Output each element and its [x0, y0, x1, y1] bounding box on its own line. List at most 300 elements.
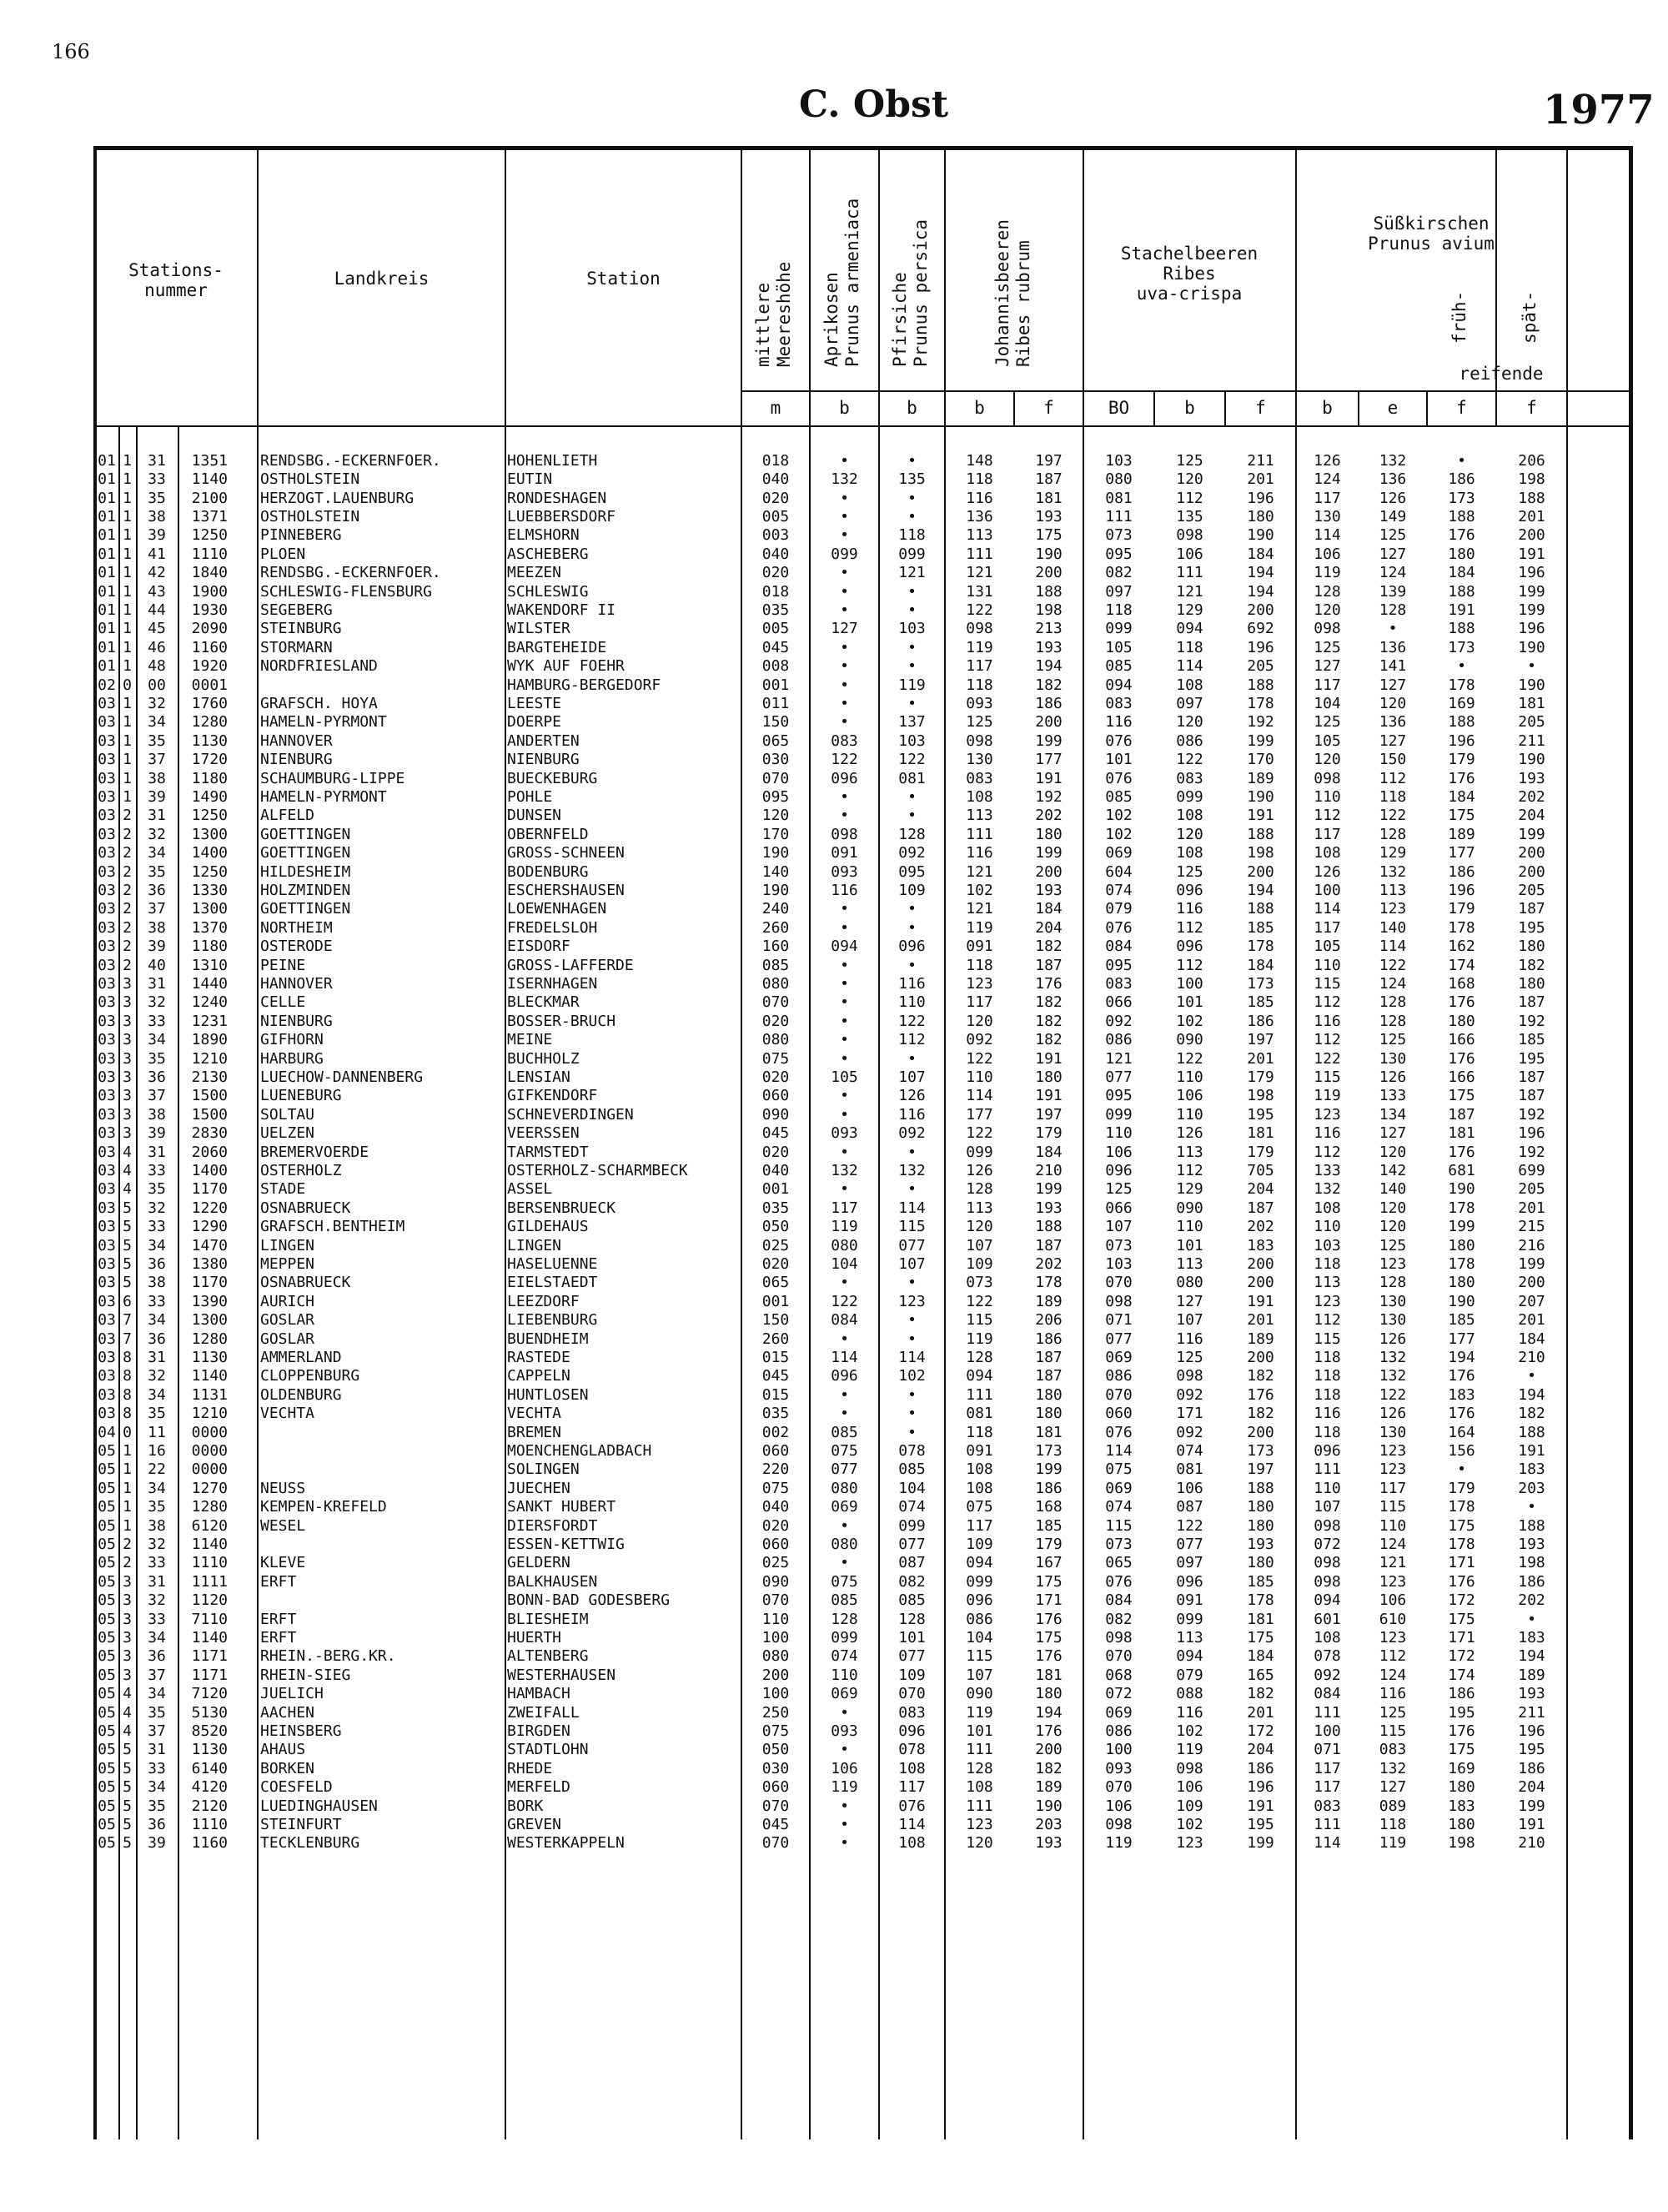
cell-landkreis: NORTHEIM	[260, 919, 333, 937]
cell-hoehe: 070	[761, 1797, 790, 1815]
cell-stach-f: 188	[1247, 676, 1274, 694]
cell-pfirsiche: 092	[898, 844, 926, 862]
cell-area: 31	[148, 1573, 166, 1591]
cell-hoehe: 020	[761, 564, 790, 582]
cell-area: 34	[148, 1685, 166, 1703]
cell-district: 4	[123, 1180, 132, 1199]
cell-station: BUECKEBURG	[507, 769, 598, 787]
cell-suess-b: 112	[1314, 807, 1341, 825]
cell-land: 03	[98, 1236, 116, 1254]
cell-district: 1	[123, 1460, 132, 1479]
cell-station-no: 1390	[191, 1293, 228, 1310]
cell-hoehe: 100	[761, 1628, 790, 1646]
cell-area: 38	[148, 507, 166, 525]
cell-stach-b: 108	[1176, 807, 1203, 825]
cell-suess-e: 132	[1379, 452, 1407, 470]
cell-joh-b: 118	[966, 956, 993, 974]
cell-district: 1	[123, 639, 132, 656]
table-row	[0, 1554, 1668, 1572]
cell-aprikosen: •	[840, 582, 849, 601]
cell-hoehe: 160	[761, 938, 790, 956]
cell-joh-f: 175	[1035, 526, 1063, 545]
cell-stach-f: 180	[1247, 1554, 1274, 1572]
cell-station: BORK	[507, 1797, 544, 1815]
cell-spaet-f: 200	[1518, 1274, 1545, 1292]
cell-station: VECHTA	[507, 1405, 562, 1423]
cell-station: ASCHEBERG	[507, 545, 589, 563]
cell-landkreis: GOETTINGEN	[260, 826, 351, 843]
cell-aprikosen: •	[840, 1797, 849, 1815]
cell-stach-bo: 102	[1105, 807, 1133, 825]
cell-land: 03	[98, 938, 116, 956]
cell-district: 6	[123, 1293, 132, 1310]
cell-aprikosen: •	[840, 639, 849, 656]
cell-joh-b: 121	[966, 564, 993, 582]
cell-district: 4	[123, 1703, 132, 1722]
cell-station-no: 1370	[191, 919, 228, 937]
cell-suess-b: 118	[1314, 1367, 1341, 1385]
table-row	[0, 564, 1668, 582]
cell-pfirsiche: 077	[898, 1647, 926, 1666]
cell-stach-bo: 099	[1105, 620, 1133, 638]
cell-district: 2	[123, 1535, 132, 1553]
cell-joh-f: 181	[1035, 1667, 1063, 1684]
cell-stach-b: 106	[1176, 1778, 1203, 1797]
cell-area: 33	[148, 1013, 166, 1030]
cell-pfirsiche: •	[907, 787, 917, 806]
cell-joh-b: 116	[966, 844, 993, 862]
cell-joh-b: 094	[966, 1554, 993, 1572]
cell-pfirsiche: 103	[898, 732, 926, 750]
cell-stach-f: 198	[1247, 844, 1274, 862]
header-suesskirschen: Süßkirschen Prunus avium	[1368, 214, 1495, 254]
cell-suess-e: 124	[1379, 1535, 1407, 1553]
cell-joh-f: 177	[1035, 751, 1063, 769]
cell-joh-b: 136	[966, 507, 993, 525]
cell-joh-b: 118	[966, 470, 993, 489]
cell-stach-b: 120	[1176, 713, 1203, 731]
cell-joh-f: 199	[1035, 844, 1063, 862]
cell-land: 03	[98, 900, 116, 918]
row-group	[0, 1293, 1668, 1386]
cell-joh-b: 123	[966, 974, 993, 993]
cell-station-no: 1890	[191, 1031, 228, 1049]
cell-stach-f: 181	[1247, 1610, 1274, 1628]
cell-suess-b: 112	[1314, 1031, 1341, 1049]
cell-spaet-f: 190	[1518, 639, 1545, 656]
cell-aprikosen: •	[840, 601, 849, 619]
cell-district: 4	[123, 1685, 132, 1703]
cell-land: 03	[98, 1161, 116, 1179]
cell-hoehe: 065	[761, 732, 790, 750]
cell-station: MEINE	[507, 1031, 553, 1049]
cell-spaet-f: 195	[1518, 919, 1545, 937]
cell-aprikosen: 085	[831, 1591, 858, 1610]
cell-frueh-f: 186	[1448, 1685, 1475, 1703]
cell-stach-bo: 066	[1105, 1199, 1133, 1217]
cell-pfirsiche: •	[907, 1180, 917, 1199]
cell-joh-b: 119	[966, 639, 993, 656]
cell-suess-b: 100	[1314, 1722, 1341, 1740]
cell-stach-f: 184	[1247, 956, 1274, 974]
cell-station: LENSIAN	[507, 1068, 570, 1086]
row-group	[0, 452, 1668, 545]
cell-aprikosen: •	[840, 1516, 849, 1535]
cell-land: 03	[98, 1031, 116, 1049]
cell-land: 03	[98, 1293, 116, 1310]
cell-stach-bo: 083	[1105, 974, 1133, 993]
cell-aprikosen: 099	[831, 1628, 858, 1646]
cell-stach-b: 107	[1176, 1311, 1203, 1330]
cell-suess-b: 130	[1314, 507, 1341, 525]
row-group	[0, 919, 1668, 1013]
cell-station-no: 1160	[191, 639, 228, 656]
cell-area: 16	[148, 1441, 166, 1460]
table-row	[0, 1050, 1668, 1068]
cell-aprikosen: •	[840, 1330, 849, 1348]
cell-spaet-f: 202	[1518, 1591, 1545, 1610]
cell-land: 01	[98, 601, 116, 619]
cell-land: 05	[98, 1722, 116, 1740]
cell-land: 03	[98, 826, 116, 843]
cell-district: 1	[123, 657, 132, 676]
cell-hoehe: 220	[761, 1460, 790, 1479]
cell-landkreis: PLOEN	[260, 545, 306, 563]
cell-suess-b: 117	[1314, 1778, 1341, 1797]
cell-stach-f: 200	[1247, 862, 1274, 881]
cell-pfirsiche: 078	[898, 1441, 926, 1460]
cell-hoehe: 045	[761, 1367, 790, 1385]
cell-station-no: 0000	[191, 1441, 228, 1460]
cell-hoehe: 240	[761, 900, 790, 918]
cell-district: 1	[123, 545, 132, 563]
cell-spaet-f: 193	[1518, 1535, 1545, 1553]
cell-station-no: 4120	[191, 1778, 228, 1797]
cell-landkreis: GIFHORN	[260, 1031, 324, 1049]
cell-land: 03	[98, 1218, 116, 1236]
cell-landkreis: ERFT	[260, 1573, 297, 1591]
cell-joh-f: 199	[1035, 732, 1063, 750]
cell-frueh-f: 183	[1448, 1797, 1475, 1815]
cell-stach-f: 705	[1247, 1161, 1274, 1179]
cell-hoehe: 070	[761, 1834, 790, 1853]
row-group	[0, 732, 1668, 826]
cell-suess-e: 136	[1379, 713, 1407, 731]
cell-stach-bo: 121	[1105, 1049, 1133, 1068]
cell-station-no: 0000	[191, 1423, 228, 1441]
cell-suess-b: 126	[1314, 862, 1341, 881]
cell-pfirsiche: •	[907, 900, 917, 918]
cell-aprikosen: •	[840, 787, 849, 806]
cell-district: 3	[123, 1573, 132, 1591]
cell-suess-b: 119	[1314, 564, 1341, 582]
cell-stach-bo: 070	[1105, 1386, 1133, 1404]
cell-joh-f: 189	[1035, 1778, 1063, 1797]
cell-suess-b: 100	[1314, 881, 1341, 899]
cell-frueh-f: 171	[1448, 1628, 1475, 1646]
cell-suess-e: 127	[1379, 1124, 1407, 1143]
cell-stach-bo: 069	[1105, 844, 1133, 862]
cell-suess-b: 133	[1314, 1161, 1341, 1179]
cell-stach-bo: 069	[1105, 1480, 1133, 1497]
cell-aprikosen: •	[840, 974, 849, 993]
cell-district: 2	[123, 807, 132, 825]
cell-area: 35	[148, 1405, 166, 1423]
cell-station: POHLE	[507, 787, 553, 806]
cell-station: BREMEN	[507, 1423, 562, 1441]
cell-joh-f: 190	[1035, 545, 1063, 563]
cell-suess-b: 084	[1314, 1685, 1341, 1703]
cell-stach-b: 112	[1176, 1161, 1203, 1179]
cell-joh-f: 204	[1035, 919, 1063, 937]
cell-stach-bo: 084	[1105, 938, 1133, 956]
cell-joh-b: 108	[966, 1778, 993, 1797]
cell-hoehe: 003	[761, 526, 790, 545]
cell-land: 03	[98, 1199, 116, 1217]
cell-spaet-f: •	[1527, 1367, 1536, 1385]
table-row	[0, 751, 1668, 769]
cell-stach-b: 106	[1176, 1087, 1203, 1105]
cell-frueh-f: 186	[1448, 862, 1475, 881]
cell-suess-b: 098	[1314, 1516, 1341, 1535]
row-group	[0, 1573, 1668, 1667]
cell-stach-b: 106	[1176, 1480, 1203, 1497]
cell-spaet-f: 190	[1518, 751, 1545, 769]
cell-pfirsiche: 092	[898, 1124, 926, 1143]
cell-land: 05	[98, 1573, 116, 1591]
cell-stach-f: 191	[1247, 1797, 1274, 1815]
cell-district: 2	[123, 956, 132, 974]
cell-joh-b: 121	[966, 862, 993, 881]
cell-joh-b: 117	[966, 657, 993, 676]
cell-suess-e: 114	[1379, 938, 1407, 956]
cell-stach-b: 088	[1176, 1685, 1203, 1703]
cell-stach-bo: 060	[1105, 1405, 1133, 1423]
cell-station-no: 1180	[191, 769, 228, 787]
cell-pfirsiche: •	[907, 452, 917, 470]
cell-pfirsiche: 115	[898, 1218, 926, 1236]
cell-land: 01	[98, 507, 116, 525]
cell-joh-b: 075	[966, 1498, 993, 1516]
cell-spaet-f: 215	[1518, 1218, 1545, 1236]
cell-spaet-f: 195	[1518, 1049, 1545, 1068]
cell-pfirsiche: 085	[898, 1460, 926, 1479]
cell-joh-f: 200	[1035, 862, 1063, 881]
cell-suess-e: 140	[1379, 919, 1407, 937]
cell-pfirsiche: •	[907, 956, 917, 974]
cell-joh-b: 113	[966, 807, 993, 825]
cell-stach-f: 173	[1247, 1441, 1274, 1460]
cell-pfirsiche: •	[907, 1386, 917, 1404]
cell-hoehe: 020	[761, 1143, 790, 1161]
cell-station-no: 1110	[191, 1815, 228, 1833]
cell-hoehe: 070	[761, 1591, 790, 1610]
cell-aprikosen: 093	[831, 1124, 858, 1143]
cell-frueh-f: •	[1457, 657, 1466, 676]
cell-frueh-f: 184	[1448, 564, 1475, 582]
cell-aprikosen: 080	[831, 1236, 858, 1254]
cell-aprikosen: 080	[831, 1535, 858, 1553]
table-row	[0, 583, 1668, 601]
cell-stach-b: 110	[1176, 1068, 1203, 1086]
cell-district: 3	[123, 1610, 132, 1628]
cell-station: GELDERN	[507, 1554, 570, 1572]
cell-station: GROSS-SCHNEEN	[507, 844, 625, 862]
cell-joh-f: 199	[1035, 1180, 1063, 1199]
cell-joh-f: 213	[1035, 620, 1063, 638]
cell-landkreis: OLDENBURG	[260, 1386, 342, 1404]
cell-landkreis: SEGEBERG	[260, 601, 333, 619]
cell-suess-e: 141	[1379, 657, 1407, 676]
cell-stach-f: 201	[1247, 1311, 1274, 1330]
cell-station-no: 1110	[191, 1554, 228, 1572]
cell-suess-e: 136	[1379, 639, 1407, 656]
unit-stachelbeeren-f: f	[1255, 398, 1266, 418]
cell-station: HAMBACH	[507, 1685, 570, 1703]
cell-spaet-f: •	[1527, 657, 1536, 676]
cell-hoehe: 190	[761, 881, 790, 899]
cell-pfirsiche: 103	[898, 620, 926, 638]
cell-stach-f: 188	[1247, 900, 1274, 918]
cell-suess-b: 117	[1314, 676, 1341, 694]
cell-suess-b: 115	[1314, 1068, 1341, 1086]
cell-suess-e: 124	[1379, 564, 1407, 582]
cell-area: 46	[148, 639, 166, 656]
cell-frueh-f: 178	[1448, 676, 1475, 694]
cell-joh-b: 101	[966, 1722, 993, 1740]
cell-station-no: 2130	[191, 1068, 228, 1086]
unit-stachelbeeren-b: b	[1184, 398, 1195, 418]
cell-stach-f: 193	[1247, 1535, 1274, 1553]
cell-joh-b: 115	[966, 1647, 993, 1666]
header-reifende: reifende	[1459, 364, 1544, 384]
cell-aprikosen: 119	[831, 1778, 858, 1797]
cell-hoehe: 070	[761, 993, 790, 1012]
cell-landkreis: KLEVE	[260, 1554, 306, 1572]
cell-frueh-f: 173	[1448, 489, 1475, 507]
cell-district: 2	[123, 881, 132, 899]
cell-joh-f: 181	[1035, 1423, 1063, 1441]
cell-joh-b: 131	[966, 582, 993, 601]
cell-joh-b: 099	[966, 1573, 993, 1591]
header-spaet: spät-	[1520, 290, 1540, 344]
cell-joh-f: 180	[1035, 1685, 1063, 1703]
cell-hoehe: 060	[761, 1778, 790, 1797]
cell-land: 03	[98, 751, 116, 769]
cell-area: 11	[148, 1423, 166, 1441]
cell-frueh-f: 178	[1448, 1498, 1475, 1516]
cell-suess-e: 127	[1379, 1778, 1407, 1797]
cell-hoehe: 001	[761, 1293, 790, 1310]
cell-land: 05	[98, 1610, 116, 1628]
cell-station-no: 1170	[191, 1274, 228, 1292]
cell-landkreis: AMMERLAND	[260, 1348, 342, 1366]
cell-aprikosen: •	[840, 807, 849, 825]
cell-area: 35	[148, 489, 166, 507]
cell-stach-b: 100	[1176, 974, 1203, 993]
cell-station-no: 1760	[191, 694, 228, 712]
unit-hoehe: m	[770, 398, 781, 418]
cell-landkreis: SCHLESWIG-FLENSBURG	[260, 582, 432, 601]
cell-joh-b: 111	[966, 545, 993, 563]
cell-joh-f: 176	[1035, 974, 1063, 993]
table-row	[0, 470, 1668, 489]
cell-spaet-f: 193	[1518, 769, 1545, 787]
cell-suess-e: 136	[1379, 470, 1407, 489]
cell-stach-b: 091	[1176, 1591, 1203, 1610]
cell-station: TARMSTEDT	[507, 1143, 589, 1161]
cell-land: 03	[98, 1405, 116, 1423]
cell-joh-b: 121	[966, 900, 993, 918]
cell-frueh-f: 178	[1448, 919, 1475, 937]
cell-land: 03	[98, 1143, 116, 1161]
cell-pfirsiche: 108	[898, 1834, 926, 1853]
cell-pfirsiche: 135	[898, 470, 926, 489]
table-row	[0, 900, 1668, 918]
cell-suess-e: •	[1388, 620, 1398, 638]
cell-stach-bo: 086	[1105, 1031, 1133, 1049]
cell-suess-e: 128	[1379, 826, 1407, 843]
cell-area: 35	[148, 1797, 166, 1815]
cell-stach-bo: 103	[1105, 452, 1133, 470]
cell-stach-f: 195	[1247, 1106, 1274, 1124]
cell-spaet-f: 205	[1518, 1180, 1545, 1199]
cell-aprikosen: 122	[831, 1293, 858, 1310]
row-group	[0, 1667, 1668, 1760]
cell-hoehe: 020	[761, 1516, 790, 1535]
cell-suess-b: 117	[1314, 1760, 1341, 1777]
cell-landkreis: HEINSBERG	[260, 1722, 342, 1740]
cell-stach-bo: 082	[1105, 1610, 1133, 1628]
cell-suess-b: 120	[1314, 751, 1341, 769]
cell-stach-b: 074	[1176, 1441, 1203, 1460]
cell-station: MEEZEN	[507, 564, 562, 582]
table-row	[0, 1013, 1668, 1031]
cell-spaet-f: 198	[1518, 470, 1545, 489]
cell-joh-f: 193	[1035, 881, 1063, 899]
cell-station: HASELUENNE	[507, 1254, 598, 1273]
cell-area: 33	[148, 470, 166, 489]
cell-suess-e: 130	[1379, 1049, 1407, 1068]
cell-station: BOSSER-BRUCH	[507, 1013, 616, 1030]
cell-station: WESTERKAPPELN	[507, 1834, 625, 1853]
cell-pfirsiche: 114	[898, 1348, 926, 1366]
cell-station: BLECKMAR	[507, 993, 580, 1012]
cell-hoehe: 045	[761, 639, 790, 656]
cell-land: 03	[98, 1348, 116, 1366]
cell-joh-f: 193	[1035, 507, 1063, 525]
cell-district: 5	[123, 1236, 132, 1254]
cell-hoehe: 050	[761, 1741, 790, 1759]
cell-stach-f: 165	[1247, 1667, 1274, 1684]
cell-stach-f: 200	[1247, 601, 1274, 619]
cell-spaet-f: 183	[1518, 1460, 1545, 1479]
cell-stach-bo: 068	[1105, 1667, 1133, 1684]
cell-pfirsiche: •	[907, 1143, 917, 1161]
cell-spaet-f: 187	[1518, 993, 1545, 1012]
cell-district: 4	[123, 1722, 132, 1740]
cell-joh-f: 180	[1035, 1386, 1063, 1404]
cell-frueh-f: 194	[1448, 1348, 1475, 1366]
cell-frueh-f: 176	[1448, 1405, 1475, 1423]
table-row	[0, 1218, 1668, 1236]
cell-station-no: 1210	[191, 1049, 228, 1068]
table-row	[0, 1367, 1668, 1385]
cell-land: 03	[98, 769, 116, 787]
cell-station-no: 1130	[191, 732, 228, 750]
cell-landkreis: OSTERODE	[260, 938, 333, 956]
cell-stach-f: 179	[1247, 1068, 1274, 1086]
